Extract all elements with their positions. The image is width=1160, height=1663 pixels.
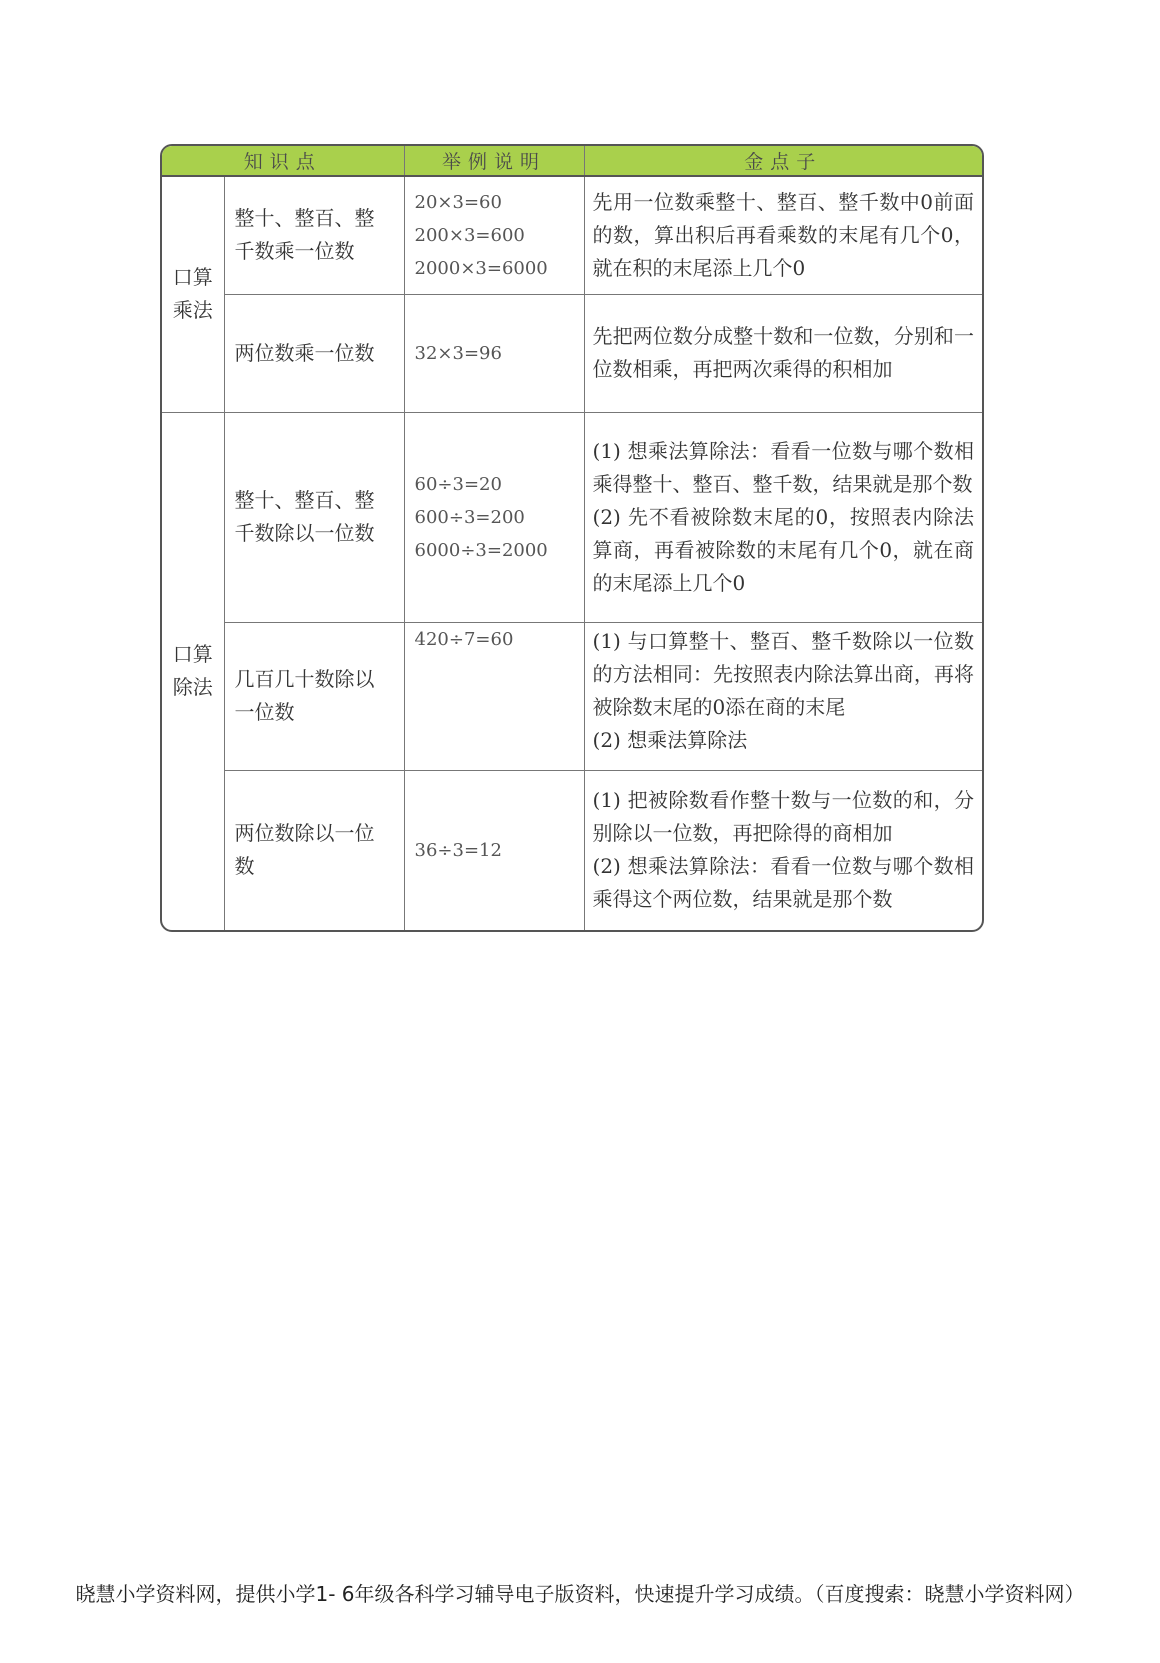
example-cell <box>404 770 584 930</box>
example-line: 6000÷3=2000 <box>414 539 548 561</box>
category-cell: 口算乘法 <box>162 176 224 412</box>
example-line: 60÷3=20 <box>414 473 502 495</box>
header-tips: 金点子 <box>584 146 982 176</box>
table-row <box>162 176 982 294</box>
example-line: 20×3=60 <box>414 191 502 213</box>
topic-cell: 整十、整百、整千数除以一位数 <box>224 412 404 622</box>
table-row <box>162 622 982 770</box>
tip-cell <box>584 412 982 622</box>
topic-cell: 两位数除以一位数 <box>224 770 404 930</box>
example-cell <box>404 622 584 770</box>
header-example: 举例说明 <box>404 146 584 176</box>
example-line: 200×3=600 <box>414 224 525 246</box>
knowledge-table-grid <box>162 146 982 930</box>
knowledge-table <box>160 144 984 932</box>
tip-cell: 先把两位数分成整十数和一位数，分别和一位数相乘，再把两次乘得的积相加 <box>584 294 982 412</box>
tip-line: (2) 想乘法算除法 <box>592 727 748 752</box>
topic-cell: 几百几十数除以一位数 <box>224 622 404 770</box>
tip-cell <box>584 622 982 770</box>
example-cell <box>404 176 584 294</box>
tip-cell: 先用一位数乘整十、整百、整千数中0前面的数，算出积后再看乘数的末尾有几个0，就在积的末尾添上几个0 <box>584 176 982 294</box>
example-line: 36÷3=12 <box>414 839 502 861</box>
topic-cell: 两位数乘一位数 <box>224 294 404 412</box>
example-line: 2000×3=6000 <box>414 257 548 279</box>
example-line: 420÷7=60 <box>414 628 514 650</box>
tip-cell <box>584 770 982 930</box>
example-line: 600÷3=200 <box>414 506 525 528</box>
tip-line: (1) 与口算整十、整百、整千数除以一位数的方法相同：先按照表内除法算出商，再将被除数末尾的0添在商的末尾 <box>592 628 974 719</box>
category-cell: 口算除法 <box>162 412 224 930</box>
header-row <box>162 146 982 176</box>
tip-line: (2) 想乘法算除法：看看一位数与哪个数相乘得这个两位数，结果就是那个数 <box>592 854 974 912</box>
tip-line: (1) 想乘法算除法：看看一位数与哪个数相乘得整十、整百、整千数，结果就是那个数 <box>592 438 974 496</box>
table-row <box>162 412 982 622</box>
example-cell <box>404 294 584 412</box>
example-line: 32×3=96 <box>414 342 502 364</box>
example-cell <box>404 412 584 622</box>
table-row <box>162 294 982 412</box>
footer-note: 晓慧小学资料网，提供小学1- 6年级各科学习辅导电子版资料，快速提升学习成绩。（百度搜索：晓慧小学资料网） <box>75 1582 1085 1606</box>
tip-line: (2) 先不看被除数末尾的0，按照表内除法算商，再看被除数的末尾有几个0，就在商的末尾添上几个0 <box>592 504 974 595</box>
table-row <box>162 770 982 930</box>
header-knowledge: 知识点 <box>162 146 404 176</box>
topic-cell: 整十、整百、整千数乘一位数 <box>224 176 404 294</box>
tip-line: (1) 把被除数看作整十数与一位数的和，分别除以一位数，再把除得的商相加 <box>592 788 974 846</box>
